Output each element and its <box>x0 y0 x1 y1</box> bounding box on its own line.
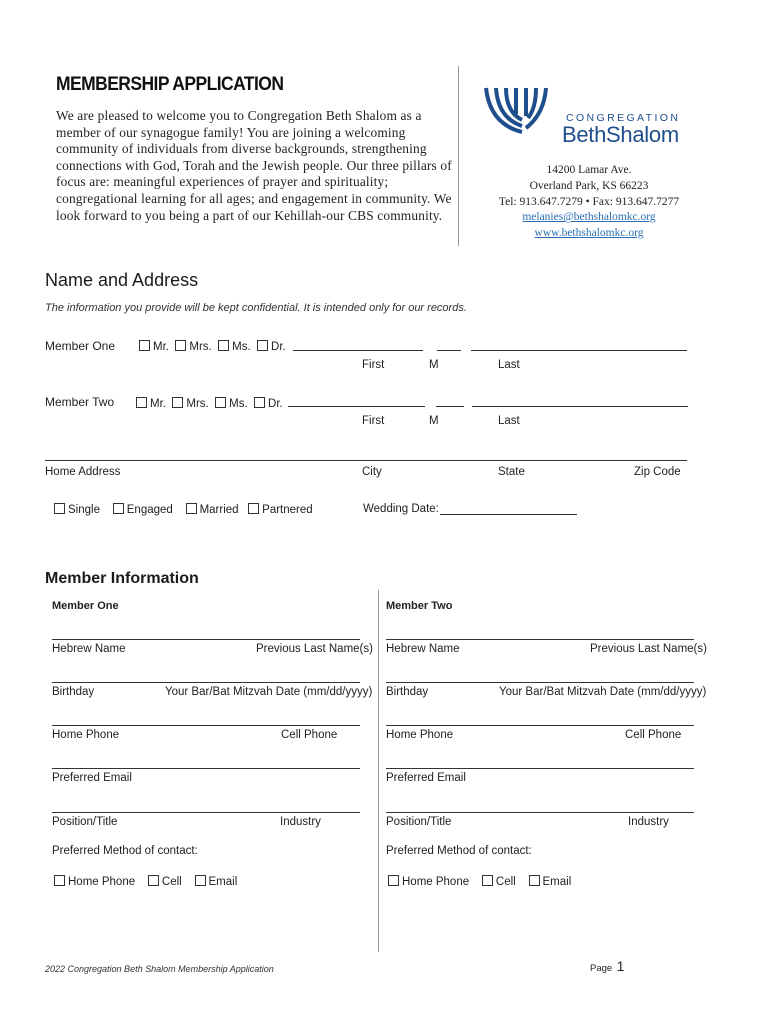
contact-options <box>388 875 571 888</box>
header-divider <box>458 66 459 246</box>
email-field[interactable] <box>386 768 694 769</box>
page-number <box>590 958 624 976</box>
title-option-ms[interactable]: Ms. <box>218 341 251 353</box>
pref-contact-label: Preferred Method of contact: <box>52 845 198 857</box>
mitzvah-label: Your Bar/Bat Mitzvah Date (mm/dd/yyyy) <box>165 686 373 698</box>
middle-label: M <box>429 415 439 427</box>
contact-block <box>479 163 699 242</box>
state-label: State <box>498 466 525 478</box>
cell-phone-label: Cell Phone <box>281 729 338 741</box>
member-one-middle-field[interactable] <box>437 350 461 351</box>
position-field[interactable] <box>386 812 694 813</box>
col2-title: Member Two <box>386 600 453 612</box>
status-partnered[interactable]: Partnered <box>248 504 313 516</box>
city-label: City <box>362 466 382 478</box>
contact-cell[interactable]: Cell <box>482 876 516 888</box>
first-label: First <box>362 415 385 427</box>
middle-label: M <box>429 359 439 371</box>
column-divider <box>378 590 379 952</box>
contact-email-link[interactable]: melanies@bethshalomkc.org <box>522 211 656 224</box>
checkbox[interactable] <box>148 875 159 886</box>
contact-email[interactable]: Email <box>195 876 238 888</box>
hebrew-name-field[interactable] <box>386 639 694 640</box>
page-label: Page <box>590 963 613 974</box>
mitzvah-label: Your Bar/Bat Mitzvah Date (mm/dd/yyyy) <box>499 686 707 698</box>
member-one-last-field[interactable] <box>471 350 687 351</box>
checkbox[interactable] <box>482 875 493 886</box>
checkbox[interactable] <box>136 397 147 408</box>
title-option-dr[interactable]: Dr. <box>254 398 283 410</box>
home-phone-field[interactable] <box>386 725 694 726</box>
title-option-mrs[interactable]: Mrs. <box>172 398 208 410</box>
industry-label: Industry <box>280 816 321 828</box>
member-two-last-field[interactable] <box>472 406 688 407</box>
member-two-label: Member Two <box>45 395 115 409</box>
logo-text-congregation: CONGREGATION <box>566 112 681 124</box>
title-option-mr[interactable]: Mr. <box>139 341 169 353</box>
birthday-label: Birthday <box>386 686 429 698</box>
confidential-note: The information you provide will be kept confidential. It is intended only for our records. <box>45 302 467 314</box>
col1-title: Member One <box>52 600 119 612</box>
prev-last-label: Previous Last Name(s) <box>256 643 373 655</box>
checkbox[interactable] <box>186 503 197 514</box>
checkbox[interactable] <box>254 397 265 408</box>
home-phone-field[interactable] <box>52 725 360 726</box>
checkbox[interactable] <box>529 875 540 886</box>
birthday-field[interactable] <box>386 682 694 683</box>
contact-street: 14200 Lamar Ave. <box>546 164 632 176</box>
contact-home-phone[interactable]: Home Phone <box>388 876 469 888</box>
status-single[interactable]: Single <box>54 504 100 516</box>
home-phone-label: Home Phone <box>52 729 120 741</box>
section-heading-member-info: Member Information <box>45 570 199 587</box>
checkbox[interactable] <box>388 875 399 886</box>
position-label: Position/Title <box>386 816 452 828</box>
contact-website-link[interactable]: www.bethshalomkc.org <box>534 227 644 240</box>
contact-cell[interactable]: Cell <box>148 876 182 888</box>
title-option-mrs[interactable]: Mrs. <box>175 341 211 353</box>
home-address-label: Home Address <box>45 466 121 478</box>
checkbox[interactable] <box>139 340 150 351</box>
checkbox[interactable] <box>248 503 259 514</box>
section-heading-name-address: Name and Address <box>45 270 199 290</box>
home-address-field[interactable] <box>45 460 687 461</box>
birthday-field[interactable] <box>52 682 360 683</box>
contact-home-phone[interactable]: Home Phone <box>54 876 135 888</box>
member-two-first-field[interactable] <box>288 406 425 407</box>
last-label: Last <box>498 359 520 371</box>
first-label: First <box>362 359 385 371</box>
wedding-date-field[interactable] <box>440 514 577 515</box>
checkbox[interactable] <box>54 503 65 514</box>
marital-status-options <box>54 503 313 516</box>
intro-paragraph: We are pleased to welcome you to Congregation Beth Shalom as a member of our synagogue family! You are joining a welcoming community of individuals from diverse backgrounds, strengthening connections with God, Torah and the Jewish people. Our three pillars of focus are: meaningful experiences of prayer and spirituality; congregational learning for all ages; and engagement in community. We look forward to you being a part of our Kehillah-our CBS community. <box>56 108 452 223</box>
pref-contact-label: Preferred Method of contact: <box>386 845 532 857</box>
logo-text-bethshalom: BethShalom <box>562 122 679 147</box>
page-num: 1 <box>616 958 625 974</box>
hebrew-name-label: Hebrew Name <box>386 643 460 655</box>
email-field[interactable] <box>52 768 360 769</box>
checkbox[interactable] <box>172 397 183 408</box>
position-label: Position/Title <box>52 816 118 828</box>
prev-last-label: Previous Last Name(s) <box>590 643 707 655</box>
hebrew-name-field[interactable] <box>52 639 360 640</box>
checkbox[interactable] <box>218 340 229 351</box>
title-option-ms[interactable]: Ms. <box>215 398 248 410</box>
title-option-mr[interactable]: Mr. <box>136 398 166 410</box>
wedding-date-label: Wedding Date: <box>363 503 439 515</box>
last-label: Last <box>498 415 520 427</box>
checkbox[interactable] <box>195 875 206 886</box>
contact-phones: Tel: 913.647.7279 • Fax: 913.647.7277 <box>498 195 680 208</box>
member-two-titles <box>136 397 283 410</box>
cell-phone-label: Cell Phone <box>625 729 682 741</box>
checkbox[interactable] <box>175 340 186 351</box>
contact-options <box>54 875 237 888</box>
hebrew-name-label: Hebrew Name <box>52 643 126 655</box>
status-married[interactable]: Married <box>186 504 239 516</box>
contact-city: Overland Park, KS 66223 <box>529 179 649 192</box>
footer-text: 2022 Congregation Beth Shalom Membership Application <box>45 964 274 974</box>
member-two-middle-field[interactable] <box>436 406 464 407</box>
checkbox[interactable] <box>113 503 124 514</box>
pref-email-label: Preferred Email <box>52 772 132 784</box>
member-one-first-field[interactable] <box>293 350 423 351</box>
birthday-label: Birthday <box>52 686 95 698</box>
pref-email-label: Preferred Email <box>386 772 466 784</box>
title-option-dr[interactable]: Dr. <box>257 341 286 353</box>
checkbox[interactable] <box>215 397 226 408</box>
member-one-label: Member One <box>45 339 116 353</box>
checkbox[interactable] <box>54 875 65 886</box>
contact-email[interactable]: Email <box>529 876 572 888</box>
checkbox[interactable] <box>257 340 268 351</box>
member-one-titles <box>139 340 286 353</box>
position-field[interactable] <box>52 812 360 813</box>
home-phone-label: Home Phone <box>386 729 454 741</box>
industry-label: Industry <box>628 816 669 828</box>
page-title: MEMBERSHIP APPLICATION <box>56 74 284 95</box>
status-engaged[interactable]: Engaged <box>113 504 173 516</box>
zip-label: Zip Code <box>634 466 681 478</box>
